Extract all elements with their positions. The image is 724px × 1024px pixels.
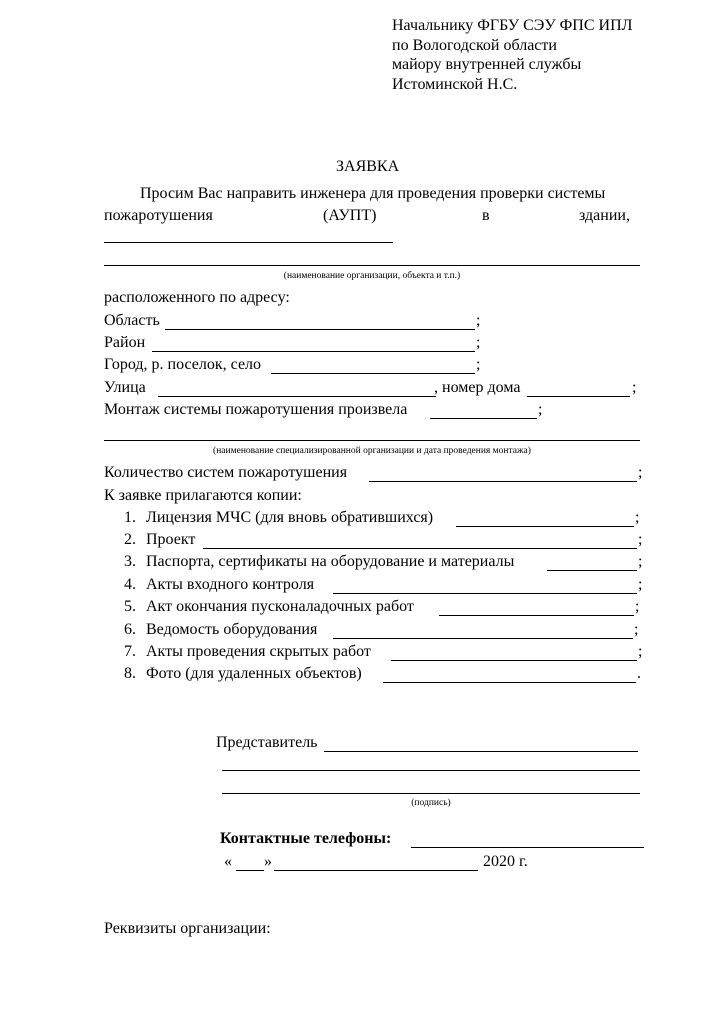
region-label: Область	[104, 312, 160, 329]
city-field[interactable]	[271, 373, 475, 374]
date-year: 2020 г.	[483, 853, 528, 870]
district-field[interactable]	[152, 351, 475, 352]
contacts-field[interactable]	[411, 847, 644, 848]
house-label: , номер дома	[434, 379, 521, 396]
attachment-number: 7.	[124, 643, 136, 660]
city-semicolon: ;	[476, 356, 481, 373]
attachment-label: Лицензия МЧС (для вновь обратившихся)	[146, 509, 434, 526]
attachment-end: ;	[635, 598, 640, 615]
caption-signature: (подпись)	[411, 798, 451, 808]
district-label: Район	[104, 334, 146, 351]
attachment-number: 6.	[124, 621, 136, 638]
district-semicolon: ;	[476, 334, 481, 351]
date-close-quote: »	[264, 853, 272, 870]
attachment-number: 3.	[124, 553, 136, 570]
request-word-building: здании,	[579, 207, 630, 224]
systems-count-field[interactable]	[369, 481, 637, 482]
representative-label: Представитель	[216, 734, 318, 751]
representative-field-2[interactable]	[222, 770, 640, 771]
addressee-line-3: майору внутренней службы	[392, 56, 582, 73]
address-intro: расположенного по адресу:	[104, 289, 290, 306]
caption-organization: (наименование организации, объекта и т.п.)	[283, 271, 461, 281]
request-line-1: Просим Вас направить инженера для проведения проверки системы	[140, 185, 606, 202]
attachment-field[interactable]	[547, 570, 637, 571]
region-semicolon: ;	[476, 312, 481, 329]
request-word-aupt: (АУПТ)	[323, 207, 377, 224]
attachment-field[interactable]	[456, 526, 634, 527]
building-name-field-1[interactable]	[104, 242, 393, 243]
attachment-field[interactable]	[333, 638, 633, 639]
date-day-field[interactable]	[236, 870, 264, 871]
attachment-label: Акты входного контроля	[146, 576, 315, 593]
attachment-label: Фото (для удаленных объектов)	[146, 665, 362, 682]
addressee-line-1: Начальнику ФГБУ СЭУ ФПС ИПЛ	[392, 17, 633, 34]
systems-count-label: Количество систем пожаротушения	[104, 464, 348, 481]
street-field[interactable]	[158, 396, 436, 397]
attachment-field[interactable]	[383, 682, 636, 683]
addressee-line-4: Истоминской Н.С.	[392, 75, 518, 93]
attachment-number: 1.	[124, 509, 136, 526]
region-field[interactable]	[165, 329, 475, 330]
attachment-end: ;	[638, 643, 643, 660]
attachment-field[interactable]	[203, 548, 637, 549]
addressee-block	[392, 16, 633, 94]
attachment-field[interactable]	[439, 615, 634, 616]
addressee-line-2: по Вологодской области	[392, 36, 557, 54]
attachment-label: Акты проведения скрытых работ	[146, 643, 371, 660]
requisites-label: Реквизиты организации:	[104, 920, 271, 937]
attachment-label: Ведомость оборудования	[146, 621, 318, 638]
caption-installer: (наименование специализированной организации и дата проведения монтажа)	[213, 446, 531, 456]
installer-field[interactable]	[430, 418, 537, 419]
document-title: ЗАЯВКА	[336, 158, 400, 175]
attachment-field[interactable]	[333, 593, 637, 594]
request-word-in: в	[482, 207, 490, 224]
installer-semicolon: ;	[538, 401, 543, 418]
attachment-number: 5.	[124, 598, 136, 615]
date-open-quote: «	[224, 853, 232, 870]
attachment-label: Проект	[146, 531, 196, 548]
house-semicolon: ;	[632, 379, 637, 396]
house-number-field[interactable]	[527, 396, 630, 397]
representative-field[interactable]	[324, 751, 638, 752]
attachment-end: ;	[638, 576, 643, 593]
systems-count-semicolon: ;	[638, 464, 643, 481]
attachment-label: Паспорта, сертификаты на оборудование и материалы	[146, 553, 515, 570]
attachment-end: .	[637, 665, 641, 682]
attachment-label: Акт окончания пусконаладочных работ	[146, 598, 414, 615]
street-label: Улица	[104, 379, 146, 396]
attachment-end: ;	[635, 509, 640, 526]
signature-field[interactable]	[222, 793, 640, 794]
installer-details-field[interactable]	[104, 440, 640, 441]
attachments-intro: К заявке прилагаются копии:	[104, 487, 302, 504]
attachment-end: ;	[638, 531, 643, 548]
attachment-number: 2.	[124, 531, 136, 548]
attachment-number: 4.	[124, 576, 136, 593]
contacts-label: Контактные телефоны:	[220, 830, 392, 847]
date-month-field[interactable]	[274, 870, 478, 871]
request-word-fire: пожаротушения	[104, 207, 213, 224]
city-label: Город, р. поселок, село	[104, 356, 262, 373]
attachment-end: ;	[634, 621, 639, 638]
building-name-field-2[interactable]	[104, 265, 640, 266]
installer-label: Монтаж системы пожаротушения произвела	[104, 401, 408, 418]
attachment-number: 8.	[124, 665, 136, 682]
attachment-end: ;	[638, 553, 643, 570]
attachment-field[interactable]	[391, 660, 637, 661]
